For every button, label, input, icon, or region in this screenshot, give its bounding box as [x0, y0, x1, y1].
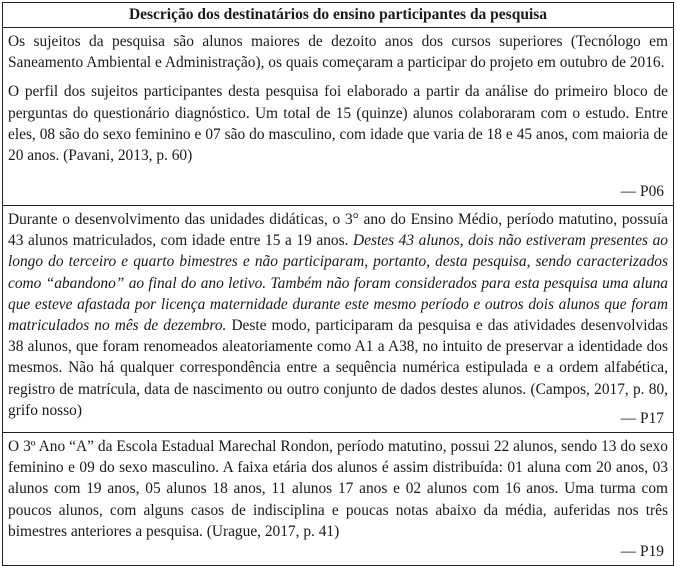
table-row-p17	[3, 206, 673, 433]
paragraph-italic-text: Destes 43 alunos, dois não estiveram presentes ao longo do terceiro e quarto bimestres e não participaram, portanto, desta pesquisa, sendo caracterizados como “abandono” ao final do ano letivo. Também não foram considerados para esta pesquisa uma aluna que esteve afastada por licença maternidade durante este mesmo período e outros dois alunos que foram matriculados no mês de dezembro.	[8, 232, 668, 335]
row-paragraph	[8, 209, 668, 421]
row-paragraph: O 3º Ano “A” da Escola Estadual Marechal Rondon, período matutino, possui 22 alunos, sendo 13 do sexo feminino e 09 do sexo masculino. A faixa etária dos alunos é assim distribuída: 01 aluna com 20 anos, 03 alunos com 19 anos, 05 alunos 18 anos, 11 alunos 17 anos e 02 alunos com 16 anos. Uma turma com poucos alunos, com alguns casos de indisciplina e poucas notas abaixo da média, auferidas nos três bimestres anteriores a pesquisa. (Urague, 2017, p. 41)	[8, 438, 668, 540]
table-row-p06	[3, 28, 673, 206]
source-tag: — P17	[620, 410, 664, 427]
row-paragraph: O perfil dos sujeitos participantes desta pesquisa foi elaborado a partir da análise do primeiro bloco de perguntas do questionário diagnóstico. Um total de 15 (quinze) alunos colaboraram com o estudo. Entre eles, 08 são do sexo feminino e 07 são do masculino, com idade que varia de 18 e 45 anos, com maioria de 20 anos. (Pavani, 2013, p. 60)	[8, 83, 668, 165]
source-tag: — P19	[620, 543, 664, 560]
source-tag: — P06	[620, 183, 664, 200]
participants-table	[2, 2, 674, 566]
table-header: Descrição dos destinatários do ensino participantes da pesquisa	[3, 3, 673, 28]
table-row-p19	[3, 433, 673, 565]
row-paragraph: Os sujeitos da pesquisa são alunos maiores de dezoito anos dos cursos superiores (Tecnólogo em Saneamento Ambiental e Administração), os quais começaram a participar do projeto em outubro de 2016.	[8, 33, 668, 72]
paragraph-text: Durante o desenvolvimento das unidades didáticas, o 3° ano do Ensino Médio, período matutino, possuía 43 alunos matriculados, com idade entre 15 a 19 anos.	[8, 211, 668, 250]
paragraph-text: Deste modo, participaram da pesquisa e das atividades desenvolvidas 38 alunos, que foram renomeados aleatoriamente como A1 a A38, no intuito de preservar a identidade dos mesmos. Não há qualquer correspondência entre a sequência numérica estipulada e a ordem alfabética, registro de matrícula, data de nascimento ou outro conjunto de dados destes alunos. (Campos, 2017, p. 80, grifo nosso)	[8, 317, 668, 419]
